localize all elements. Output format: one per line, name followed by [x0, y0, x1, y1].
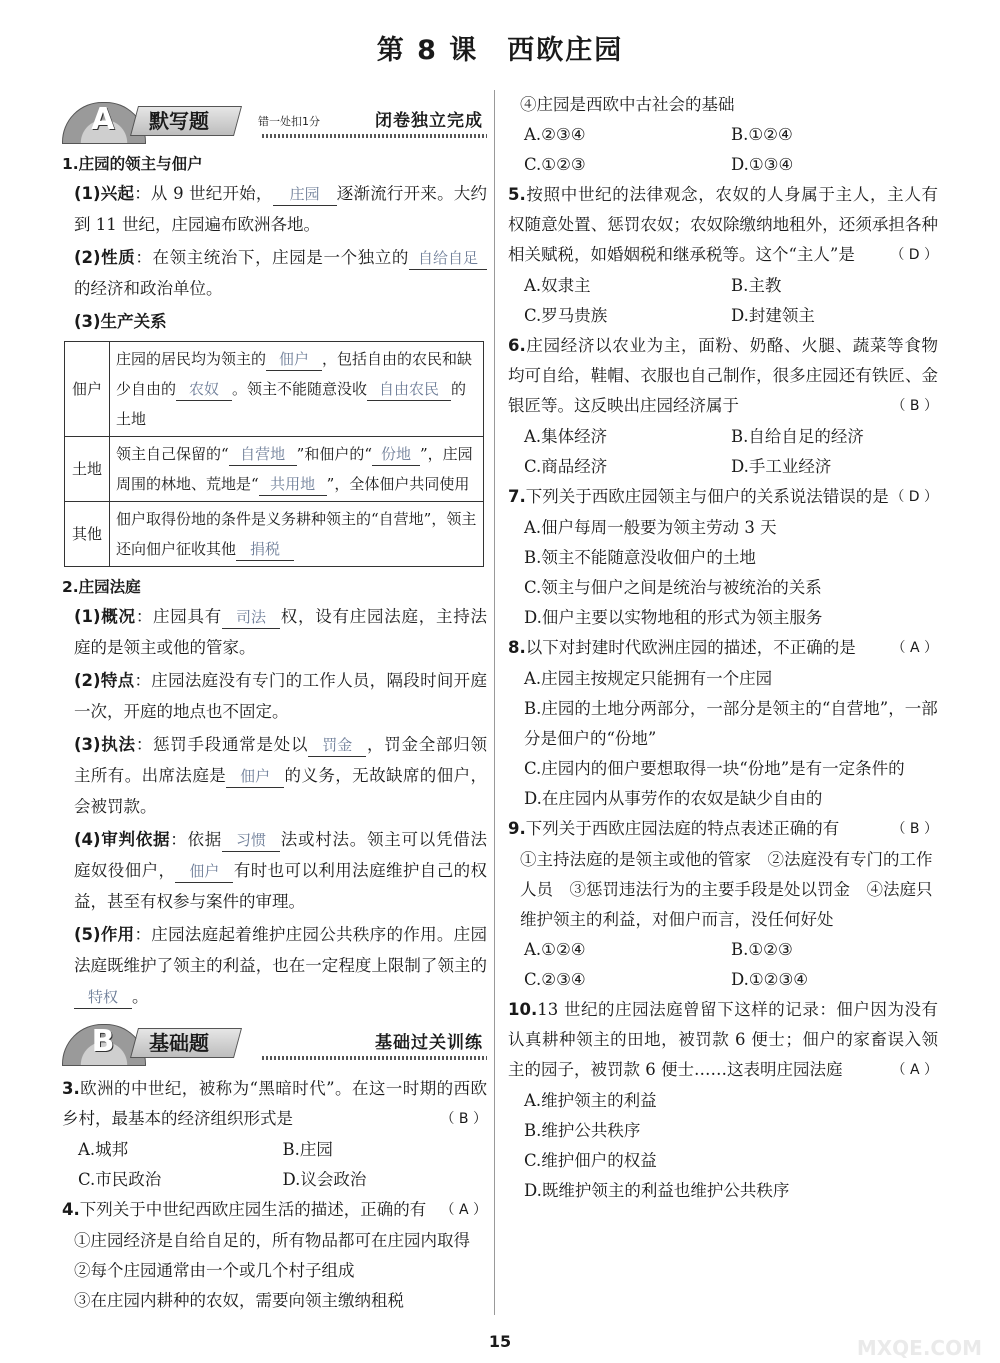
answer-blank: 司法 [222, 606, 280, 629]
answer-blank: 共用地 [259, 473, 327, 496]
options [524, 422, 938, 482]
row-content: 庄园的居民均为领主的 佃户 ，包括自由的农民和缺少自由的 农奴 。领主不能随意没收 自由农民 的土地 [110, 342, 484, 437]
item-production: (3)生产关系 [74, 312, 167, 331]
answer-blank: 佃户 [226, 765, 284, 788]
page-title: 第 8 课 西欧庄园 [376, 35, 624, 66]
section-tag: 闭卷独立完成 [375, 111, 483, 131]
option-c: C.②③④ [524, 970, 586, 989]
option-a: A.奴隶主 [524, 276, 591, 295]
option-a: A.②③④ [524, 125, 586, 144]
answer-blank: 庄园 [273, 183, 337, 206]
row-header: 土地 [65, 437, 110, 502]
row-content: 佃户取得份地的条件是义务耕种领主的“自营地”，领主还向佃户征收其他 捐税 [110, 502, 484, 567]
row-header: 佃户 [65, 342, 110, 437]
section-name: 默写题 [130, 106, 242, 136]
option-b: B.主教 [731, 276, 782, 295]
question-3: 3.欧洲的中世纪，被称为“黑暗时代”。在这一时期的西欧乡村，最基本的经济组织形式是 （ B ） [62, 1074, 487, 1134]
section-note: 错一处扣1分 [258, 115, 320, 128]
row-header: 其他 [65, 502, 110, 567]
item-function: (5)作用：庄园法庭起着维护庄园公共秩序的作用。庄园法庭既维护了领主的利益，也在一定程度上限制了领主的特权 。 [74, 919, 487, 1012]
option-d: D.①③④ [731, 155, 794, 174]
answer-mark: （ D ） [890, 489, 938, 505]
option-b: B.庄园的土地分两部分，一部分是领主的“自营地”，一部分是佃户的“份地” [524, 699, 938, 748]
options [524, 935, 938, 995]
heading-manor-court: 2.庄园法庭 [62, 578, 141, 596]
option-a: A.集体经济 [524, 427, 608, 446]
answer-mark: （ A ） [440, 1202, 487, 1218]
banner-stripe [262, 134, 487, 138]
option-c: C.市民政治 [78, 1170, 162, 1189]
section-b-banner [62, 1022, 487, 1066]
table-row [65, 342, 484, 437]
option-b: B.庄园 [282, 1140, 333, 1159]
option-d: D.在庄园内从事劳作的农奴是缺少自由的 [524, 789, 823, 808]
production-table [64, 341, 484, 567]
option-a: A.维护领主的利益 [524, 1091, 657, 1110]
row-content: 领主自己保留的“ 自营地 ”和佃户的“ 份地 ”，庄园周围的林地、荒地是“ 共用地 ”，全体佃户共同使用 [110, 437, 484, 502]
answer-blank: 农奴 [176, 378, 232, 401]
option-d: D.议会政治 [282, 1170, 367, 1189]
column-divider [494, 90, 495, 1315]
page-number: 15 [488, 1332, 512, 1351]
statement: ③在庄园内耕种的农奴，需要向领主缴纳租税 [74, 1291, 404, 1310]
answer-blank: 自营地 [229, 443, 297, 466]
item-basis: (4)审判依据：依据 习惯 法或村法。领主可以凭借法庭奴役佃户， 佃户 有时也可以利用法庭维护自己的权益，甚至有权参与案件的审理。 [74, 830, 488, 911]
options [524, 120, 938, 180]
option-c: C.商品经济 [524, 457, 608, 476]
question-7: 7.下列关于西欧庄园领主与佃户的关系说法错误的是 （ D ） [508, 482, 938, 512]
option-b: B.自给自足的经济 [731, 427, 864, 446]
option-a: A.佃户每周一般要为领主劳动 3 天 [524, 518, 777, 537]
option-d: D.①②③④ [731, 970, 809, 989]
statement: ④庄园是西欧中古社会的基础 [520, 95, 735, 114]
option-a: A.庄园主按规定只能拥有一个庄园 [524, 669, 773, 688]
option-c: C.罗马贵族 [524, 306, 608, 325]
watermark: MXQE.COM [856, 1336, 982, 1360]
answer-blank: 份地 [372, 443, 420, 466]
option-d: D.既维护领主的利益也维护公共秩序 [524, 1181, 790, 1200]
table-row [65, 437, 484, 502]
option-d: D.手工业经济 [731, 457, 832, 476]
question-5: 5.按照中世纪的法律观念，农奴的人身属于主人，主人有权随意处置、惩罚农奴；农奴除缴纳地租外，还须承担各种相关赋税，如婚姻税和继承税等。这个“主人”是 （ D ） [508, 180, 938, 270]
answer-blank: 习惯 [222, 829, 280, 852]
answer-blank: 自由农民 [367, 378, 451, 401]
answer-mark: （ B ） [891, 398, 938, 414]
options [78, 1135, 487, 1195]
answer-blank: 佃户 [266, 348, 322, 371]
answer-blank: 佃户 [175, 860, 233, 883]
statement: ①主持法庭的是领主或他的管家 ②法庭没有专门的工作人员 ③惩罚违法行为的主要手段是处以罚金 ④法庭只维护领主的利益，对佃户而言，没任何好处 [520, 850, 933, 929]
answer-mark: （ D ） [890, 247, 938, 263]
option-c: C.维护佃户的权益 [524, 1151, 657, 1170]
right-column [508, 95, 938, 1206]
answer-mark: （ A ） [891, 1062, 938, 1078]
option-b: B.领主不能随意没收佃户的土地 [524, 548, 756, 567]
item-overview: (1)概况：庄园具有 司法 权，设有庄园法庭，主持法庭的是领主或他的管家。 [74, 607, 487, 657]
answer-blank: 自给自足 [409, 247, 487, 270]
item-features: (2)特点：庄园法庭没有专门的工作人员，隔段时间开庭一次，开庭的地点也不固定。 [74, 671, 487, 721]
statement: ①庄园经济是自给自足的，所有物品都可在庄园内取得 ②每个庄园通常由一个或几个村子组成 [74, 1231, 487, 1280]
table-row [65, 502, 484, 567]
option-c: C.庄园内的佃户要想取得一块“份地”是有一定条件的 [524, 759, 905, 778]
option-c: C.领主与佃户之间是统治与被统治的关系 [524, 578, 822, 597]
left-column [62, 100, 487, 1316]
option-d: D.封建领主 [731, 306, 815, 325]
section-name: 基础题 [130, 1028, 242, 1058]
banner-stripe [262, 1056, 487, 1060]
section-letter: B [91, 1024, 115, 1059]
option-a: A.①②④ [524, 940, 586, 959]
question-9: 9.下列关于西欧庄园法庭的特点表述正确的有 （ B ） [508, 814, 938, 844]
section-tag: 基础过关训练 [375, 1033, 483, 1053]
question-4: 4.下列关于中世纪西欧庄园生活的描述，正确的有 （ A ） [62, 1195, 487, 1225]
answer-blank: 捐税 [236, 538, 294, 561]
answer-mark: （ B ） [440, 1111, 487, 1127]
options [524, 271, 938, 331]
option-c: C.①②③ [524, 155, 586, 174]
section-letter: A [91, 102, 115, 137]
question-10: 10.13 世纪的庄园法庭曾留下这样的记录：佃户因为没有认真耕种领主的田地，被罚款 6 便士；佃户的家畜误入领主的园子，被罚款 6 便士……这表明庄园法庭 （ A ） [508, 995, 938, 1085]
item-rise: (1)兴起：从 9 世纪开始， 庄园 逐渐流行开来。大约到 11 世纪，庄园遍布欧洲各地。 [74, 184, 487, 234]
answer-blank: 罚金 [308, 734, 366, 757]
option-a: A.城邦 [78, 1140, 129, 1159]
item-enforcement: (3)执法：惩罚手段通常是处以 罚金 ，罚金全部归领主所有。出席法庭是 佃户 的义务，无故缺席的佃户，会被罚款。 [74, 735, 488, 816]
section-a-banner [62, 100, 487, 144]
option-b: B.①②④ [731, 125, 793, 144]
heading-lord-tenant: 1.庄园的领主与佃户 [62, 155, 203, 173]
option-d: D.佃户主要以实物地租的形式为领主服务 [524, 608, 823, 627]
answer-mark: （ B ） [891, 821, 938, 837]
option-b: B.维护公共秩序 [524, 1121, 641, 1140]
answer-blank: 特权 [74, 986, 132, 1009]
answer-mark: （ A ） [891, 640, 938, 656]
question-8: 8.以下对封建时代欧洲庄园的描述，不正确的是 （ A ） [508, 633, 938, 663]
option-b: B.①②③ [731, 940, 793, 959]
item-nature: (2)性质：在领主统治下，庄园是一个独立的 自给自足的经济和政治单位。 [74, 242, 487, 304]
question-6: 6.庄园经济以农业为主，面粉、奶酪、火腿、蔬菜等食物均可自给，鞋帽、衣服也自己制作，很多庄园还有铁匠、金银匠等。这反映出庄园经济属于 （ B ） [508, 331, 938, 421]
